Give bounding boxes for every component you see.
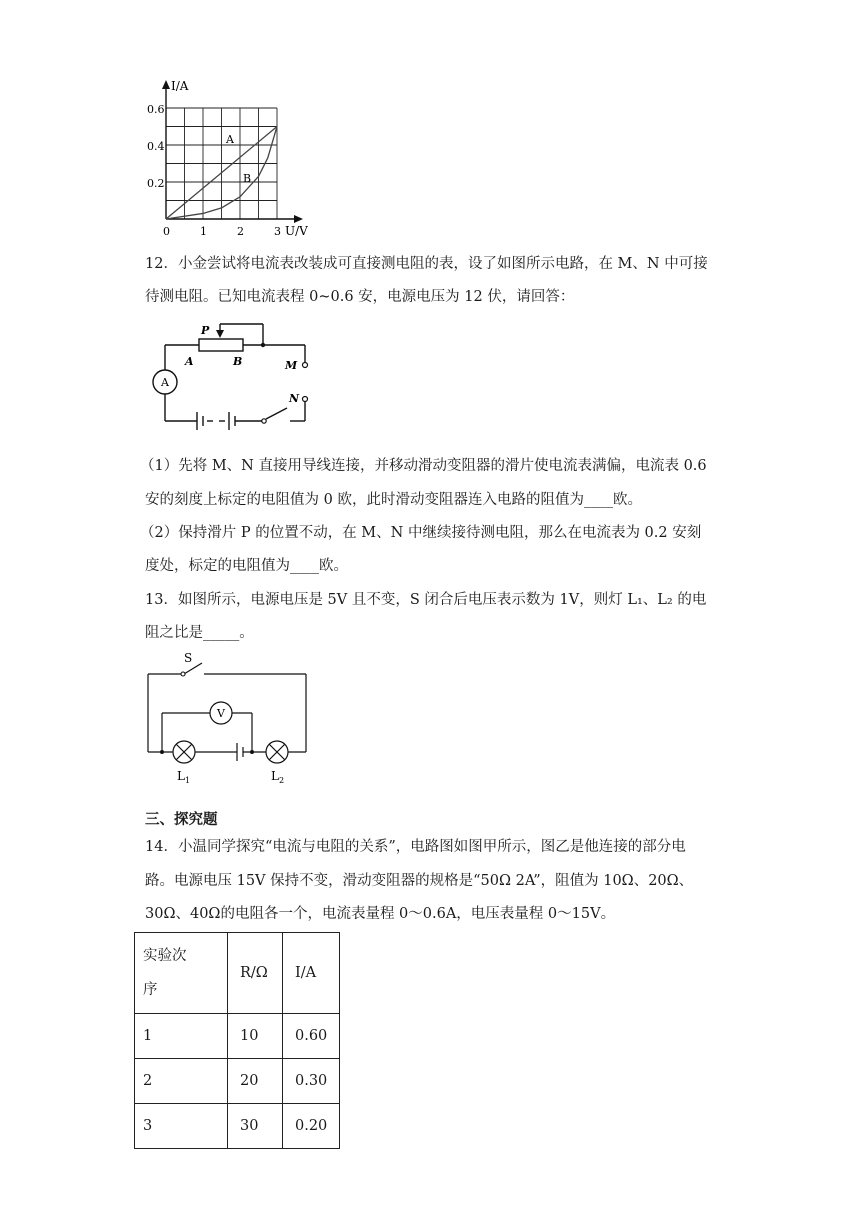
q12-sub2-line1: （2）保持滑片 P 的位置不动，在 M、N 中继续接待测电阻，那么在电流表为 0.2 安刻 bbox=[140, 525, 702, 541]
table-cell: 2 bbox=[135, 1059, 228, 1104]
terminal-m bbox=[303, 363, 308, 368]
q13-text-line1: 13．如图所示，电源电压是 5V 且不变，S 闭合后电压表示数为 1V，则灯 L₁、L₂ 的电 bbox=[145, 592, 707, 608]
curve-label-a: A bbox=[226, 133, 234, 146]
table-cell: 0.60 bbox=[283, 1014, 340, 1059]
terminal-n bbox=[303, 397, 308, 402]
x-tick-label: 0 bbox=[163, 225, 170, 238]
x-axis-label: U/V bbox=[285, 224, 308, 238]
table-cell: 10 bbox=[228, 1014, 283, 1059]
section-heading: 三、探究题 bbox=[145, 812, 218, 828]
circuit-diagram-ammeter bbox=[145, 318, 320, 443]
q12-text-line2: 待测电阻。已知电流表程 0~0.6 安，电源电压为 12 伏，请回答： bbox=[145, 289, 575, 305]
label-m: M bbox=[285, 359, 298, 372]
table-row bbox=[135, 1014, 340, 1059]
rheostat bbox=[199, 339, 243, 351]
table-cell: 1 bbox=[135, 1014, 228, 1059]
table-cell: 20 bbox=[228, 1059, 283, 1104]
table-header-current: I/A bbox=[283, 933, 340, 1014]
junction bbox=[250, 750, 254, 754]
switch-contact bbox=[262, 419, 266, 423]
label-b: B bbox=[233, 355, 243, 368]
y-tick-label: 0.2 bbox=[147, 177, 165, 190]
ammeter-label: A bbox=[161, 376, 169, 389]
table-cell: 3 bbox=[135, 1104, 228, 1149]
y-tick-label: 0.6 bbox=[147, 103, 165, 116]
x-tick-label: 1 bbox=[200, 225, 207, 238]
table-row bbox=[135, 1059, 340, 1104]
junction bbox=[160, 750, 164, 754]
table-header-resistance: R/Ω bbox=[228, 933, 283, 1014]
lamp-l2-label: $L_2$ bbox=[271, 769, 285, 785]
x-tick-label: 3 bbox=[274, 225, 281, 238]
iu-graph bbox=[140, 76, 320, 240]
label-p: P bbox=[201, 324, 210, 337]
x-axis-arrow bbox=[294, 215, 303, 223]
data-table bbox=[134, 932, 340, 1149]
table-cell: 0.20 bbox=[283, 1104, 340, 1149]
table-cell: 30 bbox=[228, 1104, 283, 1149]
slider-arrow bbox=[216, 330, 224, 338]
q14-text-line3: 30Ω、40Ω的电阻各一个，电流表量程 0～0.6A，电压表量程 0～15V。 bbox=[145, 906, 616, 922]
junction bbox=[261, 343, 265, 347]
lamp-l1-label: $L_1$ bbox=[177, 769, 191, 785]
table-header-trial: 实验次 序 bbox=[135, 933, 228, 1014]
label-n: N bbox=[289, 392, 300, 405]
curve-label-b: B bbox=[243, 172, 252, 185]
x-tick-label: 2 bbox=[237, 225, 244, 238]
q13-text-line2: 阻之比是_____。 bbox=[145, 625, 254, 641]
label-s: S bbox=[184, 651, 193, 665]
label-a: A bbox=[185, 355, 194, 368]
q12-sub2-line2: 度处，标定的电阻值为____欧。 bbox=[145, 558, 348, 574]
voltmeter-label: V bbox=[217, 707, 225, 720]
switch-contact bbox=[181, 672, 185, 676]
y-tick-label: 0.4 bbox=[147, 140, 165, 153]
table-header-row bbox=[135, 933, 340, 1014]
q12-sub1-line2: 安的刻度上标定的电阻值为 0 欧，此时滑动变阻器连入电路的阻值为____欧。 bbox=[145, 492, 642, 508]
q12-sub1-line1: （1）先将 M、N 直接用导线连接，并移动滑动变阻器的滑片使电流表满偏，电流表 0.6 bbox=[140, 458, 707, 474]
table-row bbox=[135, 1104, 340, 1149]
circuit-diagram-voltmeter bbox=[140, 650, 315, 785]
graph-grid bbox=[166, 108, 277, 219]
q14-text-line1: 14．小温同学探究“电流与电阻的关系”，电路图如图甲所示，图乙是他连接的部分电 bbox=[145, 839, 686, 855]
switch-blade bbox=[266, 408, 287, 419]
table-cell: 0.30 bbox=[283, 1059, 340, 1104]
q14-text-line2: 路。电源电压 15V 保持不变，滑动变阻器的规格是“50Ω 2A”，阻值为 10Ω、20Ω、 bbox=[145, 873, 694, 889]
q12-text-line1: 12．小金尝试将电流表改装成可直接测电阻的表，设了如图所示电路，在 M、N 中可接 bbox=[145, 256, 708, 272]
y-axis-label: I/A bbox=[171, 79, 189, 93]
y-axis-arrow bbox=[162, 80, 170, 89]
